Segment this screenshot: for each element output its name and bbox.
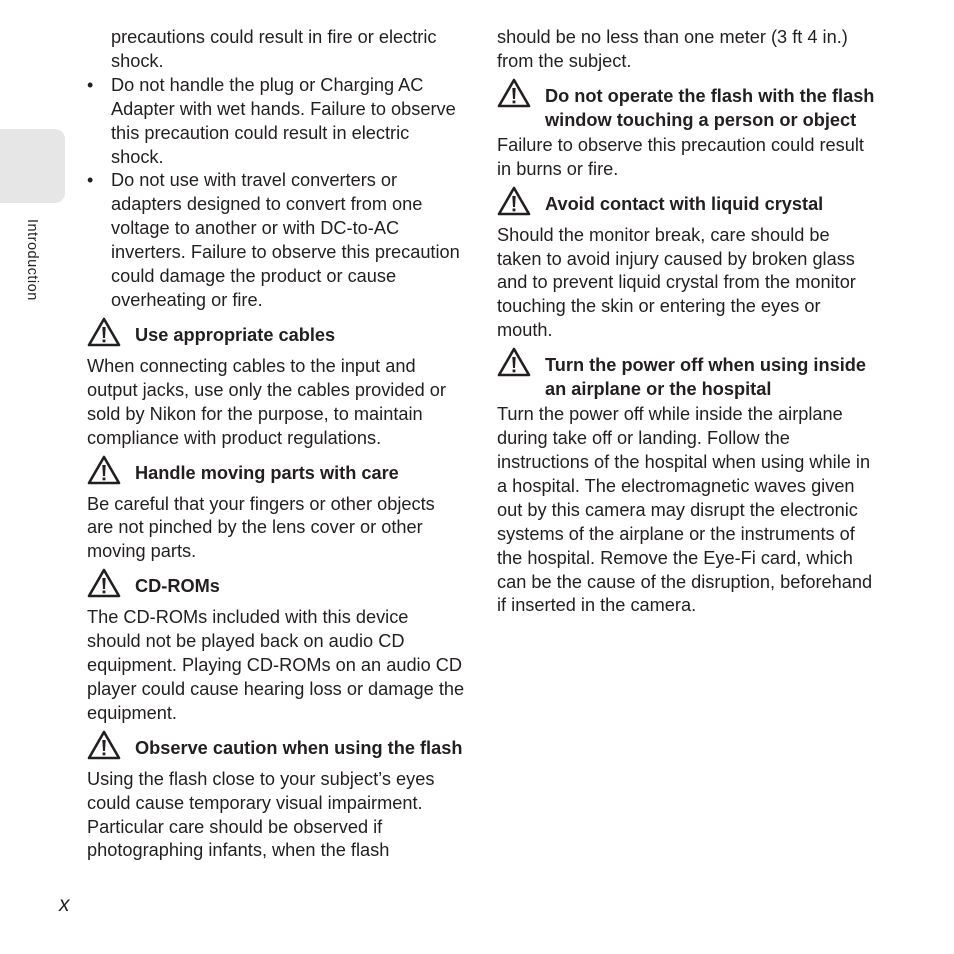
section-heading: Handle moving parts with care: [87, 461, 465, 491]
section-airplane-hospital: [497, 353, 875, 618]
warning-icon: [497, 347, 531, 377]
continued-text: should be no less than one meter (3 ft 4 in.) from the subject.: [497, 27, 848, 71]
warning-icon: [87, 317, 121, 347]
bullet-icon: •: [87, 74, 94, 95]
section-label: [24, 219, 51, 329]
section-body: Turn the power off while inside the airplane during take off or landing. Follow the instructions of the hospital when using while in a hospital. The electromagnetic waves given out by this camera may disrupt the electronic systems of the airplane or the instruments of the hospital. Remove the Eye-Fi card, which can be the cause of the disruption, beforehand if inserted in the camera.: [497, 404, 873, 616]
right-column: [497, 26, 875, 618]
section-heading: Observe caution when using the flash: [87, 736, 465, 766]
section-moving-parts: [87, 461, 465, 565]
section-heading: CD-ROMs: [87, 574, 465, 604]
section-label-text: Introduction: [24, 219, 40, 301]
section-heading: Use appropriate cables: [87, 323, 465, 353]
section-heading: Turn the power off when using inside an airplane or the hospital: [497, 353, 875, 401]
section-cdroms: [87, 574, 465, 726]
section-flash-window: [497, 84, 875, 182]
bullet-item: • Do not handle the plug or Charging AC Adapter with wet hands. Failure to observe this precaution could result in electric shock.: [87, 74, 456, 167]
left-column: [87, 26, 465, 863]
section-body: The CD-ROMs included with this device should not be played back on audio CD equipment. Playing CD-ROMs on an audio CD player could cause hearing loss or damage the equipment.: [87, 607, 465, 723]
bullet-item: • Do not use with travel converters or adapters designed to convert from one voltage to another or with DC-to-AC inverters. Failure to observe this precaution could damage the product or cause overheating or fire.: [87, 170, 460, 310]
section-body: Should the monitor break, care should be taken to avoid injury caused by broken glass and to prevent liquid crystal from the monitor touching the skin or entering the eyes or mouth.: [497, 224, 856, 341]
continued-text: precautions could result in fire or electric shock.: [111, 27, 437, 71]
warning-icon: [87, 730, 121, 760]
warning-icon: [87, 455, 121, 485]
page-number: x: [59, 893, 70, 916]
section-body: Failure to observe this precaution could result in burns or fire.: [497, 134, 864, 179]
section-heading: Do not operate the flash with the flash window touching a person or object: [497, 84, 875, 132]
warning-icon: [497, 186, 531, 216]
bullet-icon: •: [87, 170, 94, 191]
section-body: When connecting cables to the input and output jacks, use only the cables provided or sold by Nikon for the purpose, to maintain compliance with product regulations.: [87, 355, 446, 448]
section-body: Be careful that your fingers or other objects are not pinched by the lens cover or other moving parts.: [87, 493, 435, 562]
section-body: Using the flash close to your subject’s eyes could cause temporary visual impairment. Particular care should be observed if photographing infants, when the flash: [87, 768, 435, 861]
section-liquid-crystal: [497, 192, 875, 344]
warning-icon: [497, 78, 531, 108]
section-heading: Avoid contact with liquid crystal: [497, 192, 875, 222]
section-cables: [87, 323, 465, 451]
section-tab: [0, 129, 65, 203]
warning-icon: [87, 568, 121, 598]
bullet-list: [87, 74, 465, 313]
section-flash: [87, 736, 465, 864]
